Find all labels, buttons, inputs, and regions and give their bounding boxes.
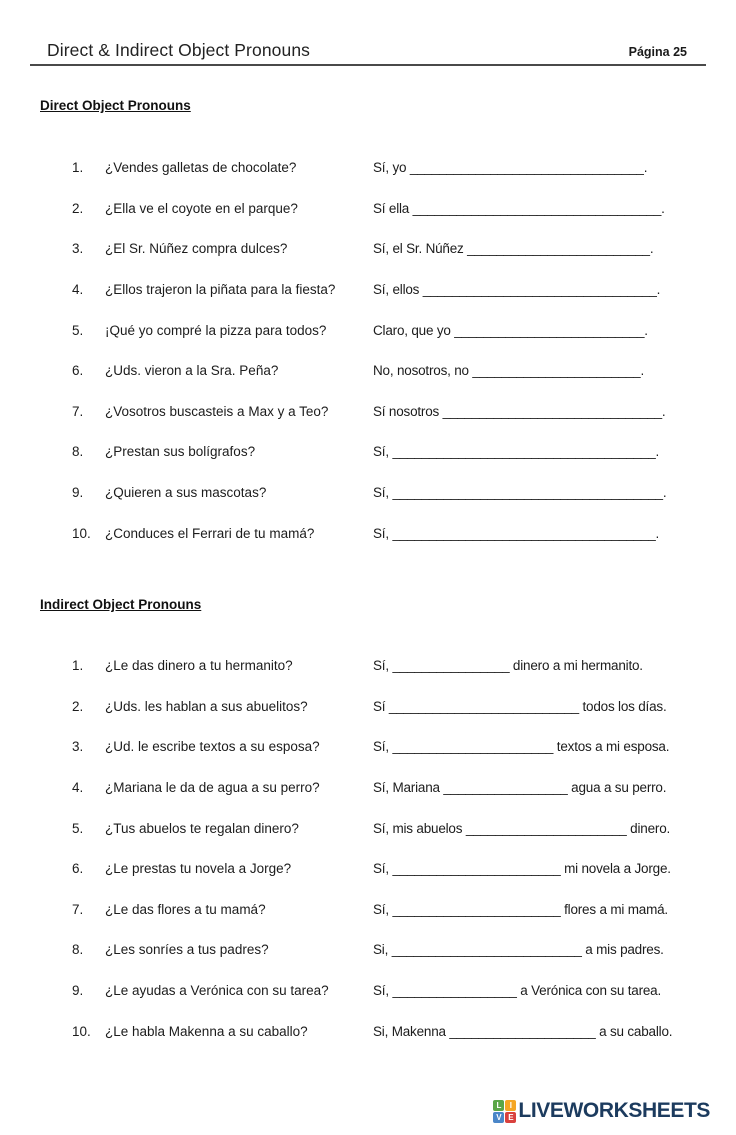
question-text: ¿Le das dinero a tu hermanito? (105, 658, 293, 673)
item-number: 10. (72, 1023, 91, 1039)
item-number: 1. (72, 658, 84, 673)
indirect-exercise-list (72, 658, 712, 1064)
exercise-row (72, 282, 712, 323)
item-number: 3. (72, 241, 84, 257)
question-text: ¿Conduces el Ferrari de tu mamá? (105, 525, 315, 541)
page-title: Direct & Indirect Object Pronouns (47, 40, 310, 60)
direct-exercise-list (72, 160, 712, 566)
item-number: 9. (72, 983, 84, 999)
question-text: ¿Prestan sus bolígrafos? (105, 444, 256, 460)
answer-blank[interactable]: Sí, _________________ a Verónica con su tarea. (373, 983, 662, 999)
exercise-row (72, 739, 712, 780)
item-number: 2. (72, 200, 84, 216)
exercise-row (72, 323, 712, 364)
answer-blank[interactable]: Sí, ____________________________________. (373, 525, 660, 541)
answer-blank[interactable]: Sí, Mariana _________________ agua a su perro. (373, 779, 667, 795)
answer-blank[interactable]: Sí, el Sr. Núñez _________________________. (373, 241, 654, 257)
exercise-row (72, 780, 712, 821)
item-number: 2. (72, 698, 84, 714)
section-title-direct: Direct Object Pronouns (40, 98, 191, 113)
brand-wordmark: LIVEWORKSHEETS (518, 1099, 710, 1122)
item-number: 6. (72, 861, 84, 877)
exercise-row (72, 404, 712, 445)
answer-blank[interactable]: Sí, _______________________ mi novela a Jorge. (373, 861, 671, 877)
item-number: 9. (72, 485, 84, 501)
question-text: ¿Uds. vieron a la Sra. Peña? (105, 363, 279, 379)
item-number: 4. (72, 281, 84, 297)
question-text: ¿Quieren a sus mascotas? (105, 485, 267, 501)
answer-blank[interactable]: Sí nosotros ______________________________. (373, 403, 666, 419)
answer-blank[interactable]: Sí, _______________________ flores a mi mamá. (373, 901, 668, 917)
question-text: ¿Vendes galletas de chocolate? (105, 160, 297, 175)
answer-blank[interactable]: Sí, yo ________________________________. (373, 160, 648, 175)
answer-blank[interactable]: Si, __________________________ a mis padres. (373, 942, 664, 958)
item-number: 7. (72, 403, 84, 419)
item-number: 1. (72, 160, 84, 175)
item-number: 8. (72, 942, 84, 958)
question-text: ¿Ud. le escribe textos a su esposa? (105, 739, 320, 755)
answer-blank[interactable]: Sí, mis abuelos ______________________ dinero. (373, 820, 671, 836)
exercise-row (72, 983, 712, 1024)
exercise-row (72, 241, 712, 282)
question-text: ¿Le das flores a tu mamá? (105, 901, 266, 917)
exercise-row (72, 526, 712, 567)
question-text: ¿Ellos trajeron la piñata para la fiesta? (105, 281, 336, 297)
exercise-row (72, 902, 712, 943)
item-number: 3. (72, 739, 84, 755)
answer-blank[interactable]: No, nosotros, no _______________________. (373, 363, 645, 379)
exercise-row (72, 444, 712, 485)
exercise-row (72, 699, 712, 740)
question-text: ¿Le habla Makenna a su caballo? (105, 1023, 308, 1039)
header-rule (30, 64, 706, 66)
logo-square-l: L (493, 1100, 504, 1111)
question-text: ¡Qué yo compré la pizza para todos? (105, 322, 327, 338)
exercise-row (72, 658, 712, 699)
answer-blank[interactable]: Sí, _____________________________________. (373, 485, 667, 501)
exercise-row (72, 363, 712, 404)
section-title-indirect: Indirect Object Pronouns (40, 597, 202, 612)
exercise-row (72, 942, 712, 983)
answer-blank[interactable]: Sí, ________________ dinero a mi hermanito. (373, 658, 643, 673)
item-number: 6. (72, 363, 84, 379)
exercise-row (72, 485, 712, 526)
item-number: 5. (72, 820, 84, 836)
item-number: 7. (72, 901, 84, 917)
answer-blank[interactable]: Sí, ____________________________________. (373, 444, 660, 460)
question-text: ¿Le ayudas a Verónica con su tarea? (105, 983, 329, 999)
exercise-row (72, 821, 712, 862)
page-number: Página 25 (628, 45, 687, 59)
logo-square-e: E (505, 1112, 516, 1123)
exercise-row (72, 160, 712, 201)
question-text: ¿Tus abuelos te regalan dinero? (105, 820, 299, 836)
item-number: 5. (72, 322, 84, 338)
answer-blank[interactable]: Sí, ______________________ textos a mi esposa. (373, 739, 670, 755)
question-text: ¿Le prestas tu novela a Jorge? (105, 861, 292, 877)
exercise-row (72, 201, 712, 242)
logo-square-v: V (493, 1112, 504, 1123)
item-number: 8. (72, 444, 84, 460)
exercise-row (72, 1024, 712, 1065)
question-text: ¿Ella ve el coyote en el parque? (105, 200, 298, 216)
answer-blank[interactable]: Sí, ellos ________________________________. (373, 281, 661, 297)
question-text: ¿Vosotros buscasteis a Max y a Teo? (105, 403, 329, 419)
answer-blank[interactable]: Sí __________________________ todos los días. (373, 698, 667, 714)
item-number: 10. (72, 525, 91, 541)
question-text: ¿Uds. les hablan a sus abuelitos? (105, 698, 308, 714)
item-number: 4. (72, 779, 84, 795)
exercise-row (72, 861, 712, 902)
question-text: ¿Mariana le da de agua a su perro? (105, 779, 320, 795)
answer-blank[interactable]: Sí ella __________________________________. (373, 200, 665, 216)
question-text: ¿El Sr. Núñez compra dulces? (105, 241, 288, 257)
liveworksheets-icon (493, 1100, 516, 1123)
answer-blank[interactable]: Claro, que yo __________________________. (373, 322, 648, 338)
answer-blank[interactable]: Si, Makenna ____________________ a su caballo. (373, 1023, 673, 1039)
liveworksheets-logo (493, 1099, 710, 1123)
question-text: ¿Les sonríes a tus padres? (105, 942, 269, 958)
logo-square-i: I (505, 1100, 516, 1111)
